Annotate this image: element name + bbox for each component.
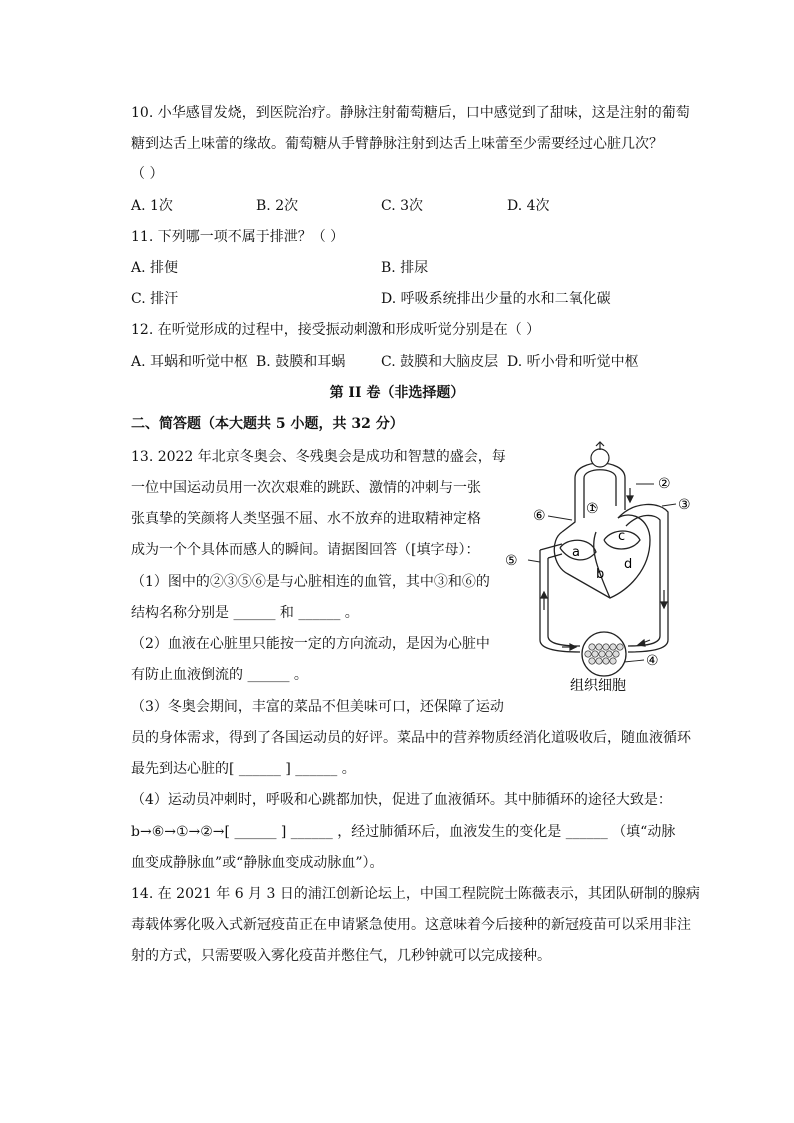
q13-part2-line: （2）血液在心脏里只能按一定的方向流动，是因为心脏中 — [131, 636, 490, 652]
body-vessel-bottom-left-inner — [548, 636, 580, 646]
q10-answer-paren: （ ） — [131, 166, 164, 182]
label-c: c — [618, 529, 626, 544]
q13-part1-blank-line: 结构名称分别是 ______ 和 ______ 。 — [131, 605, 359, 621]
q14-line: 射的方式，只需要吸入雾化疫苗并憋住气，几秒钟就可以完成接种。 — [131, 948, 551, 964]
q12-option-d: D. 听小骨和听觉中枢 — [507, 354, 639, 370]
q10-option-d: D. 4次 — [507, 198, 550, 214]
label-circle-2: ② — [658, 476, 671, 492]
q10-stem-line1: 10. 小华感冒发烧，到医院治疗。静脉注射葡萄糖后，口中感觉到了甜味，这是注射的葡萄 — [131, 105, 690, 121]
q13-line: 一位中国运动员用一次次艰难的跳跃、激情的冲刺与一张 — [131, 480, 481, 496]
q10-option-c: C. 3次 — [381, 198, 424, 214]
label-b: b — [596, 567, 605, 582]
label-circle-6: ⑥ — [533, 508, 546, 524]
q13-part3-blank-line: 最先到达心脏的[ ______ ] ______ 。 — [131, 761, 356, 777]
q13-part4-line: （4）运动员冲刺时，呼吸和心跳都加快，促进了血液循环。其中肺循环的途径大致是： — [131, 792, 672, 808]
q13-line: 成为一个个具体而感人的瞬间。请据图回答（[填字母）： — [131, 542, 480, 558]
label-d: d — [624, 557, 633, 572]
lung-vessel-inner — [584, 470, 616, 478]
label-circle-5: ⑤ — [505, 553, 518, 569]
q13-part1-line: （1）图中的②③⑤⑥是与心脏相连的血管，其中③和⑥的 — [131, 574, 490, 590]
q10-option-a: A. 1次 — [131, 198, 173, 214]
q11-stem: 11. 下列哪一项不属于排泄？（ ） — [131, 229, 345, 245]
label-circle-1: ① — [586, 501, 599, 517]
q13-part3-line: （3）冬奥会期间，丰富的菜品不但美味可口，还保障了运动 — [131, 699, 504, 715]
blood-circulation-diagram — [500, 440, 700, 695]
q13-line: 13. 2022 年北京冬奥会、冬残奥会是成功和智慧的盛会，每 — [131, 449, 506, 465]
q11-option-c: C. 排汗 — [131, 291, 179, 307]
q14-line: 14. 在 2021 年 6 月 3 日的浦江创新论坛上，中国工程院院士陈薇表示，其团队研制的腺病 — [131, 886, 700, 902]
q10-stem-line2: 糖到达舌上味蕾的缘故。葡萄糖从手臂静脉注射到达舌上味蕾至少需要经过心脏几次？ — [131, 136, 663, 152]
label-a: a — [572, 545, 580, 560]
q14-line: 毒载体雾化吸入式新冠疫苗正在申请紧急使用。这意味着今后接种的新冠疫苗可以采用非注 — [131, 917, 691, 933]
q13-part4-line: 血变成静脉血”或“静脉血变成动脉血”）。 — [131, 855, 384, 871]
q12-option-c: C. 鼓膜和大脑皮层 — [381, 354, 499, 370]
q13-line: 张真挚的笑颜将人类坚强不屈、水不放弃的进取精神定格 — [131, 511, 481, 527]
label-circle-3: ③ — [678, 497, 691, 513]
section-title: 第 II 卷（非选择题） — [329, 385, 465, 401]
q12-stem: 12. 在听觉形成的过程中，接受振动刺激和形成听觉分别是在（ ） — [131, 322, 541, 338]
q13-part3-line: 员的身体需求，得到了各国运动员的好评。菜品中的营养物质经消化道吸收后，随血液循环 — [131, 730, 691, 746]
q10-option-b: B. 2次 — [256, 198, 299, 214]
heart-septum — [594, 532, 610, 598]
q11-option-a: A. 排便 — [131, 260, 179, 276]
pulmonary-vessel-left — [562, 478, 575, 532]
q13-part4-blank-line: b→⑥→①→②→[ ______ ] ______ ，经过肺循环后，血液发生的变化是 ______ （填“动脉 — [131, 824, 676, 840]
vena-cava-top — [540, 544, 562, 550]
q13-part2-blank-line: 有防止血液倒流的 ______ 。 — [131, 667, 308, 683]
tissue-cells — [585, 644, 623, 664]
section2-header: 二、简答题（本大题共 5 小题，共 32 分） — [131, 416, 404, 432]
lung-alveolus-icon — [591, 442, 609, 467]
q12-option-a: A. 耳蜗和听觉中枢 — [131, 354, 249, 370]
q11-option-d: D. 呼吸系统排出少量的水和二氧化碳 — [381, 291, 611, 307]
diagram-caption: 组织细胞 — [570, 678, 626, 694]
aorta-inner — [626, 515, 660, 636]
label-circle-4: ④ — [646, 653, 659, 669]
q11-option-b: B. 排尿 — [381, 260, 429, 276]
q12-option-b: B. 鼓膜和耳蜗 — [256, 354, 346, 370]
